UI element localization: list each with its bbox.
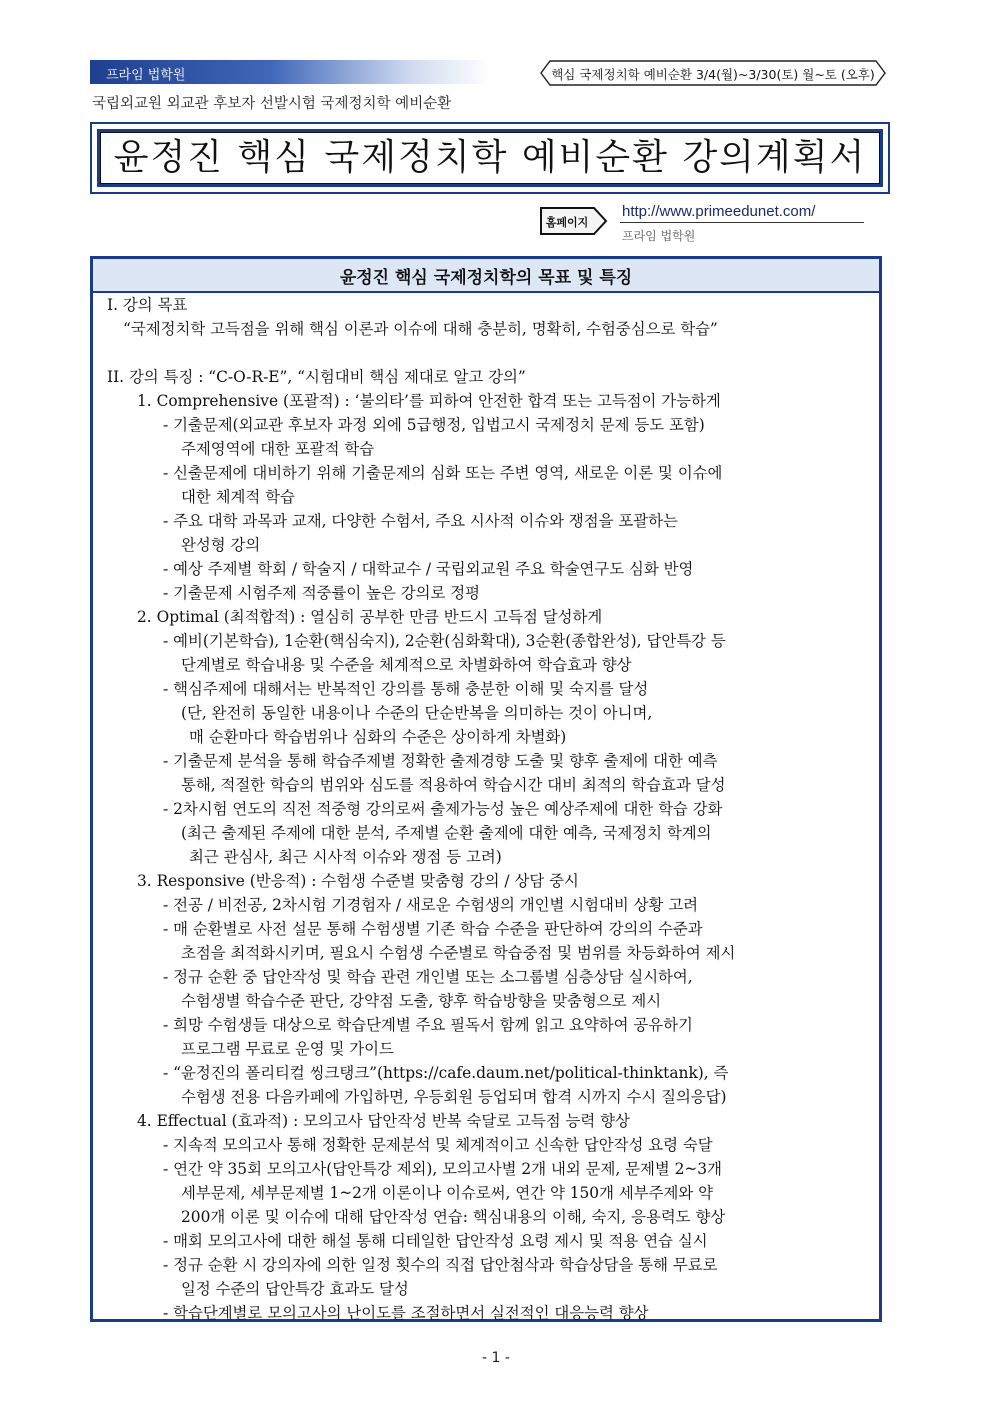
url-underline xyxy=(620,222,864,223)
content-line: 수험생별 학습수준 판단, 강약점 도출, 향후 학습방향을 맞춤형으로 제시 xyxy=(181,992,662,1010)
content-line: - 학습단계별로 모의고사의 난이도를 조절하면서 실전적인 대응능력 향상 xyxy=(163,1304,649,1322)
content-heading-row xyxy=(93,259,879,293)
content-line: 단계별로 학습내용 및 수준을 체계적으로 차별화하여 학습효과 향상 xyxy=(181,656,632,674)
content-line: 1. Comprehensive (포괄적) : ‘불의타’를 피하여 안전한 합격 또는 고득점이 가능하게 xyxy=(137,392,721,410)
homepage-org: 프라임 법학원 xyxy=(622,229,696,243)
content-line: (최근 출제된 주제에 대한 분석, 주제별 순환 출제에 대한 예측, 국제정치 학계의 xyxy=(181,824,712,842)
schedule-tag xyxy=(540,60,886,86)
content-line: - 예비(기본학습), 1순환(핵심숙지), 2순환(심화확대), 3순환(종합완성), 답안특강 등 xyxy=(163,632,726,650)
homepage-tag xyxy=(540,206,608,236)
content-body xyxy=(107,293,877,1325)
content-line: - 신출문제에 대비하기 위해 기출문제의 심화 또는 주변 영역, 새로운 이론 및 이슈에 xyxy=(163,464,723,482)
content-line: 통해, 적절한 학습의 범위와 심도를 적용하여 학습시간 대비 최적의 학습효과 달성 xyxy=(181,776,726,794)
content-line xyxy=(107,341,877,365)
content-line: - 정규 순환 중 답안작성 및 학습 관련 개인별 또는 소그룹별 심층상담 실시하여, xyxy=(163,968,693,986)
schedule-text: 핵심 국제정치학 예비순환 3/4(월)~3/30(토) 월~토 (오후) xyxy=(551,67,875,82)
content-line: - 주요 대학 과목과 교재, 다양한 수험서, 주요 시사적 이슈와 쟁점을 포괄하는 xyxy=(163,512,678,530)
content-line: - 전공 / 비전공, 2차시험 기경험자 / 새로운 수험생의 개인별 시험대비 상황 고려 xyxy=(163,896,698,914)
content-line: 세부문제, 세부문제별 1~2개 이론이나 이슈로써, 연간 약 150개 세부주제와 약 xyxy=(181,1184,713,1202)
content-line: 대한 체계적 학습 xyxy=(181,488,295,506)
content-line: - 기출문제 시험주제 적중률이 높은 강의로 정평 xyxy=(163,584,481,602)
content-line: 주제영역에 대한 포괄적 학습 xyxy=(181,440,375,458)
content-line: 2. Optimal (최적합적) : 열심히 공부한 만큼 반드시 고득점 달성하게 xyxy=(137,608,603,626)
content-line: - 연간 약 35회 모의고사(답안특강 제외), 모의고사별 2개 내외 문제, 문제별 2~3개 xyxy=(163,1160,722,1178)
content-line: 수험생 전용 다음카페에 가입하면, 우등회원 등업되며 합격 시까지 수시 질의응답) xyxy=(181,1088,727,1106)
exam-subtitle: 국립외교원 외교관 후보자 선발시험 국제정치학 예비순환 xyxy=(92,96,452,112)
content-line: - 핵심주제에 대해서는 반복적인 강의를 통해 충분한 이해 및 숙지를 달성 xyxy=(163,680,649,698)
content-line: 200개 이론 및 이슈에 대해 답안작성 연습: 핵심내용의 이해, 숙지, 응용력도 향상 xyxy=(181,1208,726,1226)
content-line: 최근 관심사, 최근 시사적 이슈와 쟁점 등 고려) xyxy=(189,848,502,866)
page-number: - 1 - xyxy=(482,1350,510,1366)
content-line: 완성형 강의 xyxy=(181,536,261,554)
content-line: - 희망 수험생들 대상으로 학습단계별 주요 필독서 함께 읽고 요약하여 공유하기 xyxy=(163,1016,693,1034)
content-line: “국제정치학 고득점을 위해 핵심 이론과 이슈에 대해 충분히, 명확히, 수험중심으로 학습” xyxy=(123,320,718,338)
brand-name: 프라임 법학원 xyxy=(106,68,186,83)
content-line: - “윤정진의 폴리티컬 씽크탱크”(https://cafe.daum.net/political-thinktank), 즉 xyxy=(163,1064,729,1082)
content-line: - 2차시험 연도의 직전 적중형 강의로써 출제가능성 높은 예상주제에 대한 학습 강화 xyxy=(163,800,723,818)
content-line: - 기출문제(외교관 후보자 과정 외에 5급행정, 입법고시 국제정치 문제 등도 포함) xyxy=(163,416,705,434)
content-line: - 지속적 모의고사 통해 정확한 문제분석 및 체계적이고 신속한 답안작성 요령 숙달 xyxy=(163,1136,713,1154)
homepage-url[interactable]: http://www.primeedunet.com/ xyxy=(622,203,816,220)
content-line: 4. Effectual (효과적) : 모의고사 답안작성 반복 숙달로 고득점 능력 향상 xyxy=(137,1112,630,1130)
content-line: - 정규 순환 시 강의자에 의한 일정 횟수의 직접 답안첨삭과 학습상담을 통해 무료로 xyxy=(163,1256,718,1274)
brand-banner xyxy=(90,60,490,84)
content-heading: 윤정진 핵심 국제정치학의 목표 및 특징 xyxy=(339,268,633,288)
content-line: - 기출문제 분석을 통해 학습주제별 정확한 출제경향 도출 및 향후 출제에 대한 예측 xyxy=(163,752,718,770)
content-line: II. 강의 특징 : “C-O-R-E”, “시험대비 핵심 제대로 알고 강의” xyxy=(107,368,526,386)
content-box xyxy=(90,256,882,1322)
content-line: 일정 수준의 답안특강 효과도 달성 xyxy=(181,1280,409,1298)
content-line: I. 강의 목표 xyxy=(107,296,188,314)
content-line: - 매 순환별로 사전 설문 통해 수험생별 기존 학습 수준을 판단하여 강의의 수준과 xyxy=(163,920,703,938)
title-frame xyxy=(90,122,890,194)
content-line: - 매회 모의고사에 대한 해설 통해 디테일한 답안작성 요령 제시 및 적용 연습 실시 xyxy=(163,1232,708,1250)
content-line: 초점을 최적화시키며, 필요시 수험생 수준별로 학습중점 및 범위를 차등화하여 제시 xyxy=(181,944,736,962)
content-line: 매 순환마다 학습범위나 심화의 수준은 상이하게 차별화) xyxy=(189,728,567,746)
content-line: 프로그램 무료로 운영 및 가이드 xyxy=(181,1040,394,1058)
content-line: - 예상 주제별 학회 / 학술지 / 대학교수 / 국립외교원 주요 학술연구도 심화 반영 xyxy=(163,560,694,578)
content-line: (단, 완전히 동일한 내용이나 수준의 단순반복을 의미하는 것이 아니며, xyxy=(181,704,653,722)
content-line: 3. Responsive (반응적) : 수험생 수준별 맞춤형 강의 / 상담 중시 xyxy=(137,872,579,890)
homepage-label: 홈페이지 xyxy=(545,216,589,229)
document-title: 윤정진 핵심 국제정치학 예비순환 강의계획서 xyxy=(113,137,867,178)
